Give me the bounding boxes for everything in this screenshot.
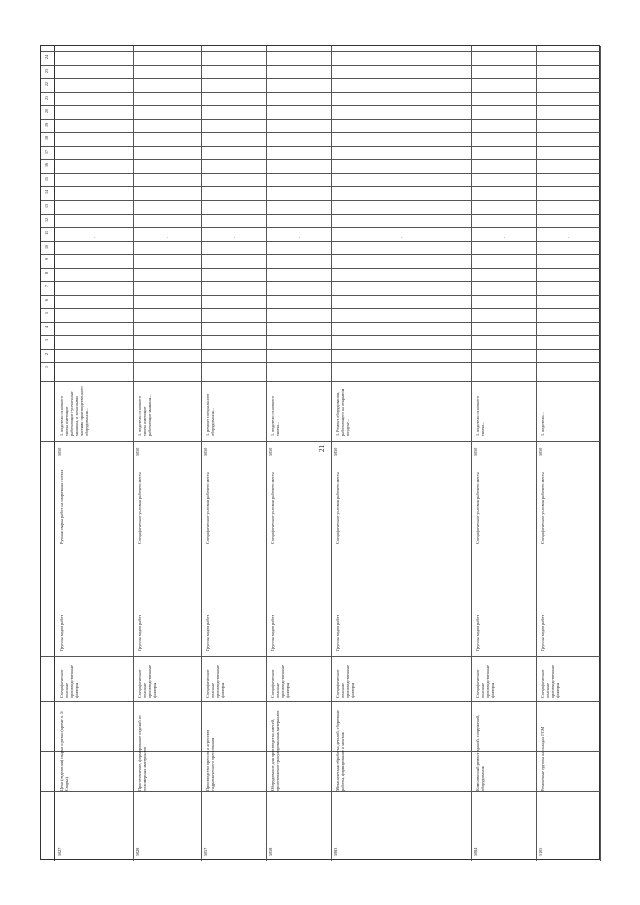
row-code: 5028 (135, 847, 140, 856)
row-divider (331, 46, 332, 861)
grid-mark: · (233, 236, 236, 241)
row-description: 1. водители основного тягача... (475, 394, 485, 436)
grid-horizontal-line (41, 159, 601, 160)
row-code: 5105 (538, 847, 543, 856)
row-group: Группы видов работ (270, 614, 275, 651)
column-number: 19 (44, 122, 49, 127)
column-number-strip (41, 46, 55, 861)
row-group: Группы видов работ (137, 614, 142, 651)
row-group: Группы видов работ (475, 614, 480, 651)
row-title: Приготовление, формирование изделий из полимерных материалов (137, 714, 147, 791)
column-number: 6 (44, 298, 49, 301)
section-divider (41, 656, 601, 657)
row-code: 5083 (333, 847, 338, 856)
grid-mark: · (298, 236, 301, 241)
section-divider (41, 441, 601, 442)
section-divider (41, 791, 601, 792)
column-number: 20 (44, 109, 49, 114)
row-title: Ремонтные группы на складах ГСМ (540, 726, 545, 791)
row-divider (536, 46, 537, 861)
column-number: 3 (44, 339, 49, 342)
row-group: Группы видов работ (205, 614, 210, 651)
row-work: Специфические условия рабочего места (475, 472, 480, 544)
column-number: 8 (44, 271, 49, 274)
grid-horizontal-line (41, 214, 601, 215)
row-description: 1. водители основного тягача имеющие работающие машины... (137, 394, 152, 436)
column-number: 13 (44, 203, 49, 208)
grid-mark: · (94, 236, 96, 241)
row-description: 1. водители основного тягача имеющие работающие гусеничные машины, и запасными частями производственного оборудования... (59, 385, 89, 436)
row-code: 5084 (473, 847, 478, 856)
grid-horizontal-line (41, 362, 601, 363)
column-number: 2 (44, 352, 49, 355)
row-org-factor: Специфические опасные производственные факторы (540, 663, 560, 698)
column-number: 1 (44, 366, 49, 369)
row-title: Комплексный ремонт зданий, сооружений, оборудования (475, 713, 485, 791)
grid-horizontal-line (41, 65, 601, 66)
row-code: 5058 (268, 847, 273, 856)
grid-horizontal-line (41, 92, 601, 93)
column-number: 11 (44, 231, 49, 235)
row-code2: 5050 (538, 447, 543, 456)
row-group: Группы видов работ (540, 614, 545, 651)
column-number: 15 (44, 176, 49, 181)
row-title: Цехи (отделения) сварки и резки (кроме п. 5/Сварка) (59, 710, 69, 791)
row-title: Производство прессов и агрегатов гидравлического прессования (205, 728, 215, 791)
row-org-factor: Специфические опасные производственные факторы (137, 663, 157, 698)
row-code: 5057 (203, 847, 208, 856)
grid-horizontal-line (41, 241, 601, 242)
grid-horizontal-line (41, 295, 601, 296)
row-org-factor: Специфические опасные производственные факторы (270, 663, 290, 698)
rotated-table (40, 45, 600, 860)
grid-horizontal-line (41, 132, 601, 133)
grid-horizontal-line (41, 281, 601, 282)
column-number: 9 (44, 258, 49, 261)
row-work: Ручная сварка работ на сварочных постах (59, 469, 64, 544)
column-number: 22 (44, 82, 49, 87)
grid-horizontal-line (41, 335, 601, 336)
row-divider (471, 46, 472, 861)
grid-horizontal-line (41, 186, 601, 187)
grid-horizontal-line (41, 254, 601, 255)
column-number: 21 (44, 95, 49, 100)
grid-horizontal-line (41, 322, 601, 323)
column-number: 4 (44, 325, 49, 328)
row-description: 1. ремонт специального оборудования... (205, 392, 215, 436)
column-number: 5 (44, 312, 49, 315)
grid-horizontal-line (41, 268, 601, 269)
grid-horizontal-line (41, 308, 601, 309)
row-description: 1. водители... (540, 412, 545, 436)
grid-mark: · (568, 236, 570, 241)
row-work: Специфические условия рабочего места (137, 472, 142, 544)
column-number: 10 (44, 244, 49, 249)
grid-mark: · (503, 236, 506, 241)
row-description: 1. Ремонт оборудования, работающего на открытом воздухе... (335, 387, 350, 436)
row-org-factor: Специфические опасные производственные факторы (475, 663, 495, 698)
grid-horizontal-line (41, 51, 601, 52)
row-code2: 5050 (268, 447, 273, 456)
row-divider (201, 46, 202, 861)
grid-horizontal-line (41, 78, 601, 79)
section-divider (41, 381, 601, 382)
page-number: 21 (318, 445, 326, 452)
row-title: Оборудование для производства смесей, приготовление гранулированных материалов (270, 710, 280, 791)
row-title: Механическая обработка деталей, сборочные работы, формирование и монтаж (335, 709, 345, 791)
row-code2: 5050 (57, 447, 62, 456)
row-work: Специфические условия рабочего места (335, 472, 340, 544)
row-work: Специфические условия рабочего места (205, 472, 210, 544)
row-group: Группы видов работ (59, 614, 64, 651)
row-code2: 5050 (203, 447, 208, 456)
section-divider (41, 701, 601, 702)
row-description: 1. водители основного тягача... (270, 394, 280, 436)
row-group: Группы видов работ (335, 614, 340, 651)
row-org-factor: Специфические опасные производственные факторы (59, 663, 79, 698)
grid-horizontal-line (41, 173, 601, 174)
row-code: 5027 (57, 847, 62, 856)
row-work: Специфические условия рабочего места (270, 472, 275, 544)
grid-horizontal-line (41, 119, 601, 120)
row-code2: 5050 (333, 447, 338, 456)
grid-horizontal-line (41, 349, 601, 350)
row-divider (600, 46, 601, 861)
column-number: 18 (44, 136, 49, 141)
grid-mark: · (167, 236, 169, 241)
row-org-factor: Специфические опасные производственные факторы (335, 663, 355, 698)
row-work: Специфические условия рабочего места (540, 472, 545, 544)
grid-horizontal-line (41, 105, 601, 106)
grid-horizontal-line (41, 227, 601, 228)
column-number: 12 (44, 217, 49, 222)
row-code2: 5050 (135, 447, 140, 456)
grid-horizontal-line (41, 200, 601, 201)
row-org-factor: Специфические опасные производственные факторы (205, 663, 225, 698)
column-number: 23 (44, 68, 49, 73)
grid-horizontal-line (41, 146, 601, 147)
column-number: 24 (44, 55, 49, 59)
grid-mark: · (401, 236, 403, 241)
row-divider (266, 46, 267, 861)
column-number: 14 (44, 190, 49, 195)
column-number: 16 (44, 163, 49, 168)
row-divider (133, 46, 134, 861)
row-code2: 5050 (473, 447, 478, 456)
column-number: 17 (44, 149, 49, 154)
column-number: 7 (44, 285, 49, 288)
